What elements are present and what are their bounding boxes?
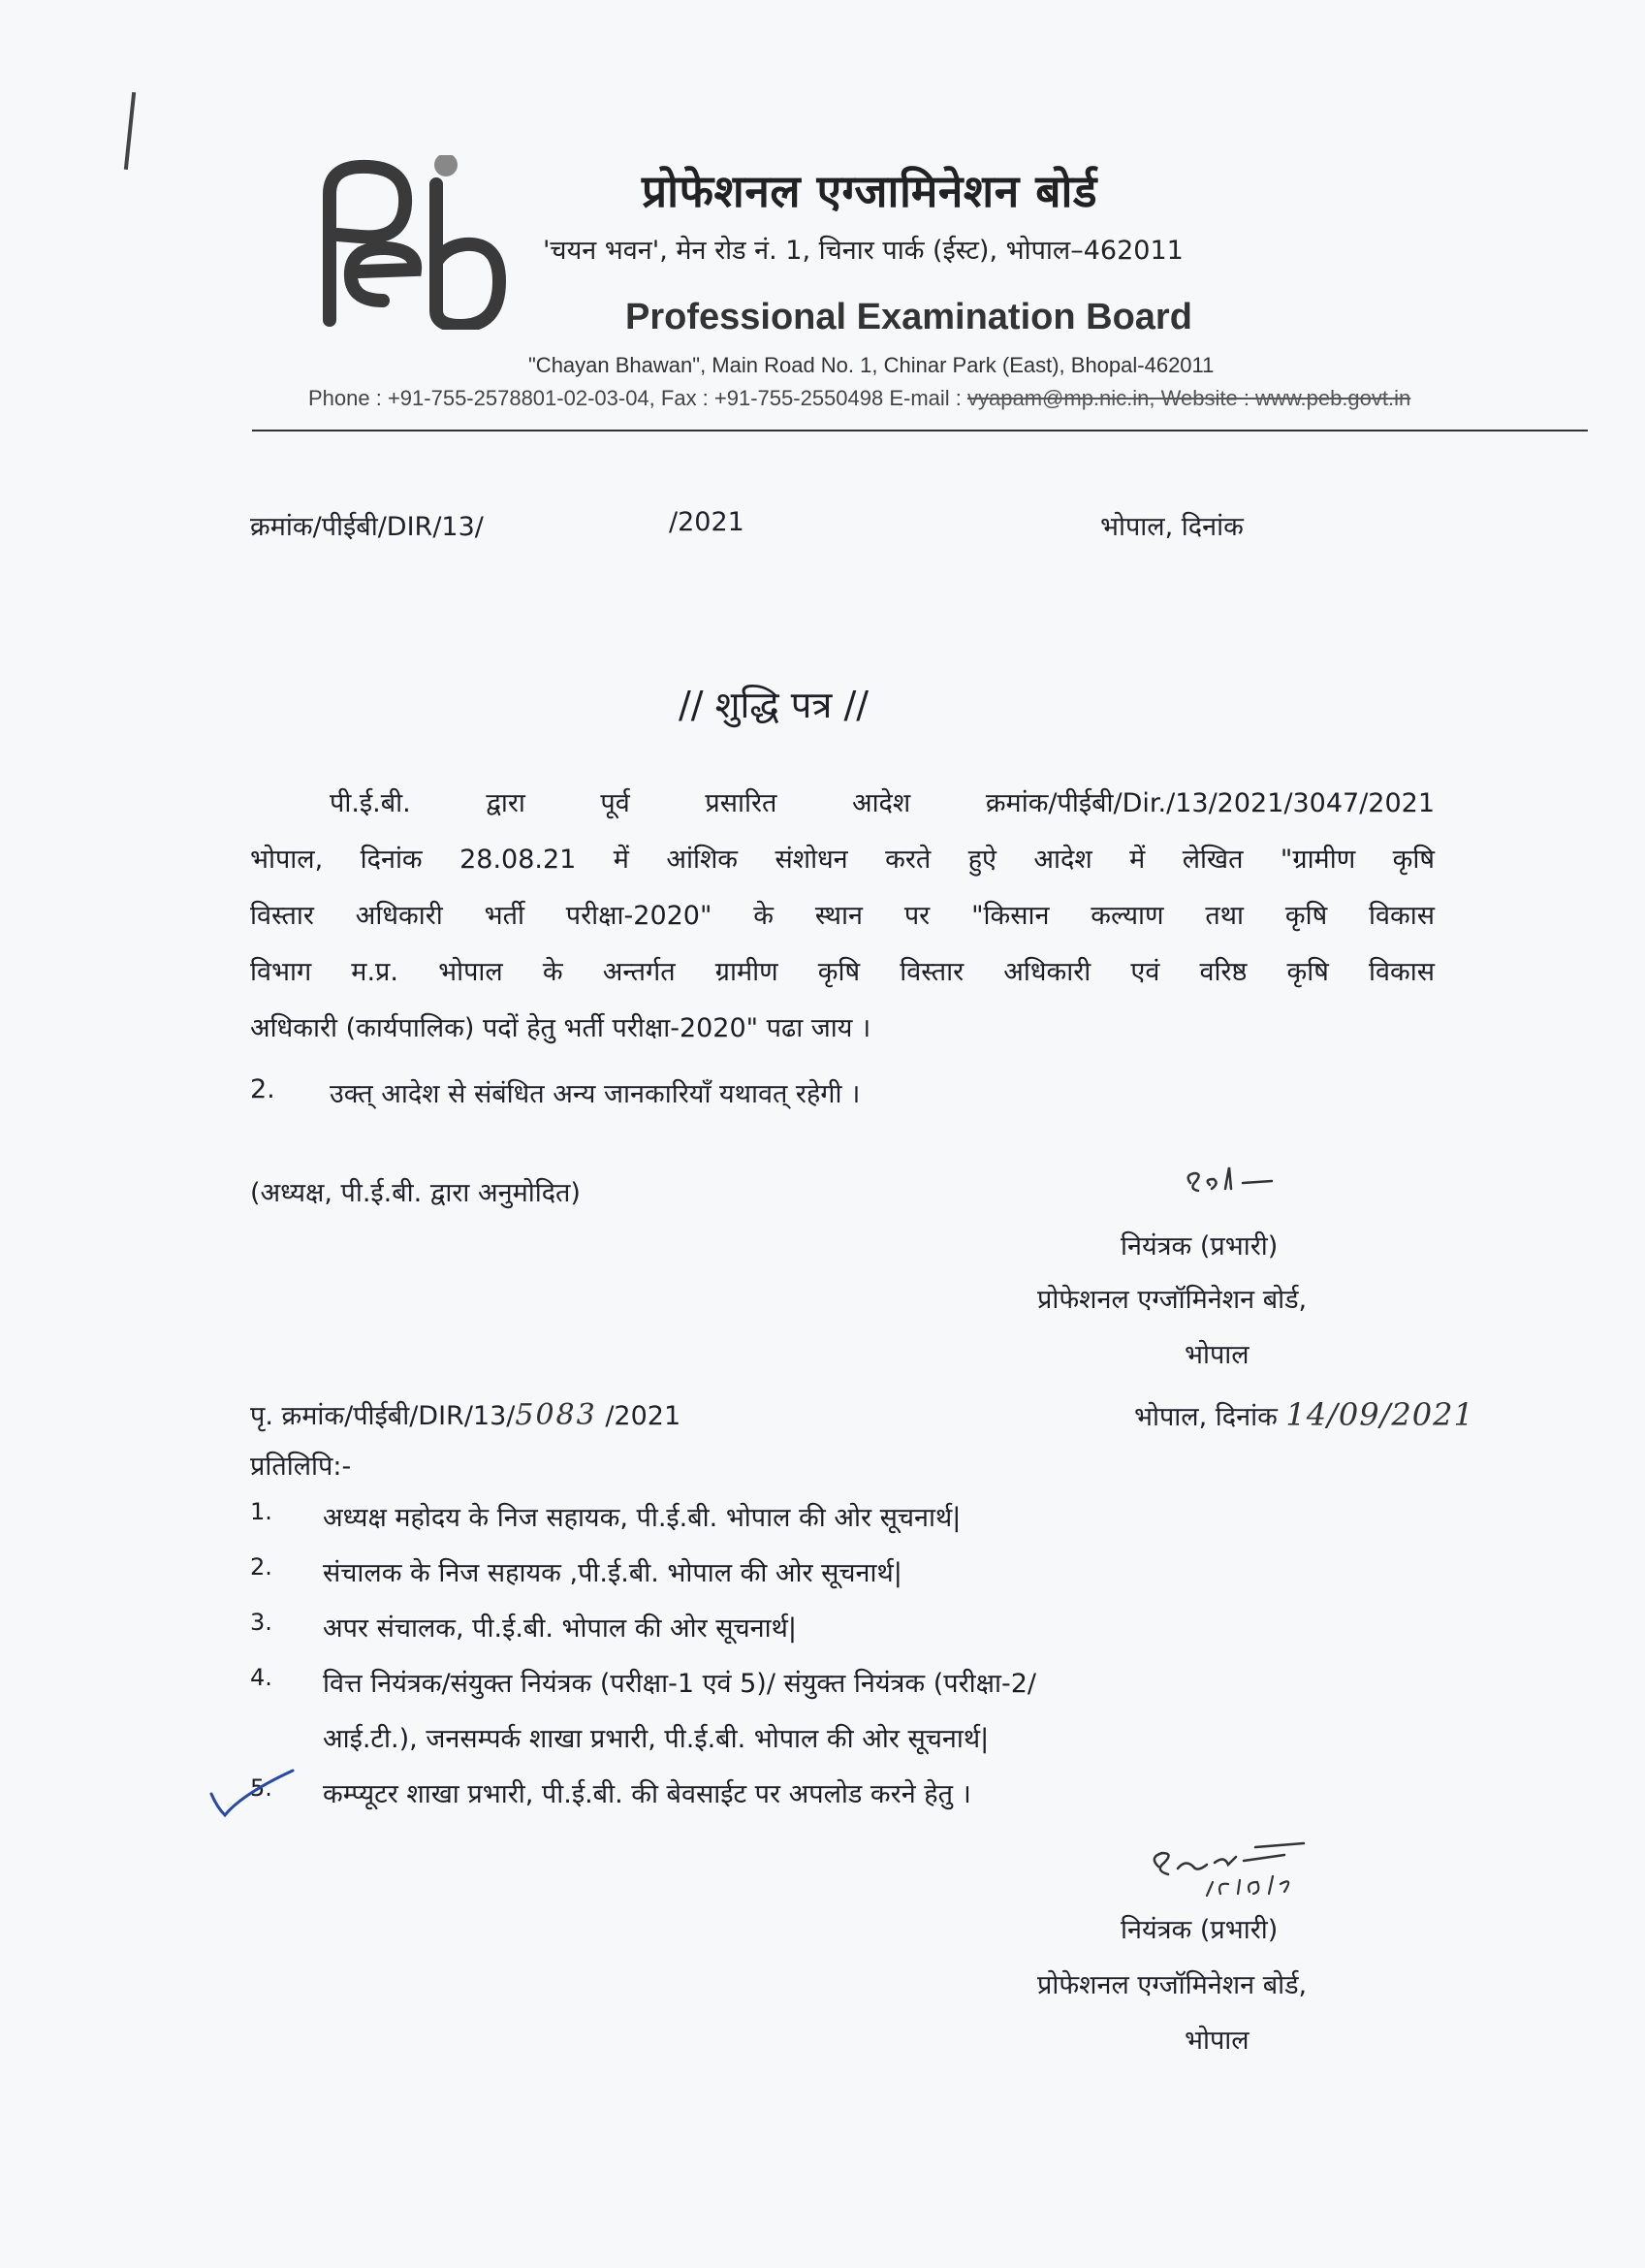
copy-date-handwritten: 14/09/2021 — [1285, 1396, 1474, 1433]
list-item-text: अध्यक्ष महोदय के निज सहायक, पी.ई.बी. भोपाल की ओर सूचनार्थ| — [323, 1503, 962, 1533]
signatory-organization: प्रोफेशनल एग्जॉमिनेशन बोर्ड, — [1037, 1970, 1308, 2000]
list-item-number: 5. — [250, 1774, 272, 1802]
body-line: विस्तार अधिकारी भर्ती परीक्षा-2020" के स्थान पर "किसान कल्याण तथा कृषि विकास — [250, 901, 1435, 931]
peb-logo-icon — [291, 155, 523, 330]
body-line: अधिकारी (कार्यपालिक) पदों हेतु भर्ती परीक्षा-2020" पढा जाय । — [250, 1013, 871, 1043]
point-number: 2. — [250, 1074, 275, 1104]
org-name-english: Professional Examination Board — [625, 297, 1192, 337]
address-english: "Chayan Bhawan", Main Road No. 1, Chinar Park (East), Bhopal-462011 — [528, 353, 1215, 377]
list-item-text: अपर संचालक, पी.ई.बी. भोपाल की ओर सूचनार्थ| — [323, 1613, 797, 1644]
list-item-number: 4. — [250, 1664, 272, 1691]
list-item-text: वित्त नियंत्रक/संयुक्त नियंत्रक (परीक्षा-1 एवं 5)/ संयुक्त नियंत्रक (परीक्षा-2/ — [323, 1669, 1037, 1699]
copy-ref-year: /2021 — [596, 1401, 681, 1431]
margin-pen-mark — [124, 92, 136, 170]
copy-reference-number — [250, 1396, 680, 1432]
body-line: विभाग म.प्र. भोपाल के अन्तर्गत ग्रामीण कृषि विस्तार अधिकारी एवं वरिष्ठ कृषि विकास — [250, 957, 1435, 987]
body-line: पी.ई.बी. द्वारा पूर्व प्रसारित आदेश क्रमांक/पीईबी/Dir./13/2021/3047/2021 — [330, 788, 1435, 818]
list-item-number: 3. — [250, 1609, 272, 1636]
signatory-title: नियंत्रक (प्रभारी) — [1121, 1231, 1279, 1262]
copy-to-label: प्रतिलिपि:- — [250, 1452, 352, 1482]
approval-note: (अध्यक्ष, पी.ई.बी. द्वारा अनुमोदित) — [250, 1178, 581, 1208]
list-item-text: आई.टी.), जनसम्पर्क शाखा प्रभारी, पी.ई.बी. भोपाल की ओर सूचनार्थ| — [323, 1724, 990, 1754]
letterhead-divider — [252, 430, 1588, 431]
copy-date — [1134, 1396, 1474, 1433]
address-hindi: 'चयन भवन', मेन रोड नं. 1, चिनार पार्क (ईस्ट), भोपाल–462011 — [543, 236, 1184, 266]
list-item-text: कम्प्यूटर शाखा प्रभारी, पी.ई.बी. की बेवसाईट पर अपलोड करने हेतु । — [323, 1779, 971, 1809]
place-date: भोपाल, दिनांक — [1100, 512, 1244, 542]
body-paragraph — [250, 776, 1435, 1057]
list-item-number: 2. — [250, 1553, 272, 1581]
contact-phone-fax: Phone : +91-755-2578801-02-03-04, Fax : +91-755-2550498 E-mail : — [308, 386, 968, 410]
point-text: उक्त् आदेश से संबंधित अन्य जानकारियॉं यथावत् रहेगी । — [330, 1079, 861, 1109]
body-line: भोपाल, दिनांक 28.08.21 में आंशिक संशोधन करते हुऐ आदेश में लेखित "ग्रामीण कृषि — [250, 845, 1435, 875]
reference-year: /2021 — [669, 507, 744, 537]
copy-ref-prefix: पृ. क्रमांक/पीईबी/DIR/13/ — [250, 1401, 516, 1431]
checkmark-icon — [204, 1765, 301, 1823]
signatory-title: नियंत्रक (प्रभारी) — [1121, 1915, 1279, 1945]
copy-date-label: भोपाल, दिनांक — [1134, 1402, 1286, 1432]
copy-ref-handwritten-number: 5083 — [515, 1398, 597, 1432]
signature-handwritten — [1139, 1837, 1343, 1915]
signatory-city: भोपाल — [1185, 1340, 1250, 1370]
reference-number: क्रमांक/पीईबी/DIR/13/ — [250, 512, 484, 542]
contact-email-website: vyapam@mp.nic.in, Website : www.peb.govt.in — [967, 386, 1411, 410]
org-name-hindi: प्रोफेशनल एग्जामिनेशन बोर्ड — [642, 165, 1098, 217]
signatory-city: भोपाल — [1185, 2026, 1250, 2056]
list-item-text: संचालक के निज सहायक ,पी.ई.बी. भोपाल की ओर सूचनार्थ| — [323, 1558, 902, 1588]
signatory-organization: प्रोफेशनल एग्जॉमिनेशन बोर्ड, — [1037, 1285, 1308, 1315]
contact-line — [308, 386, 1410, 411]
subject-heading: // शुद्धि पत्र // — [679, 684, 870, 726]
list-item-number: 1. — [250, 1498, 272, 1525]
signature-sd-mark — [1183, 1162, 1289, 1200]
